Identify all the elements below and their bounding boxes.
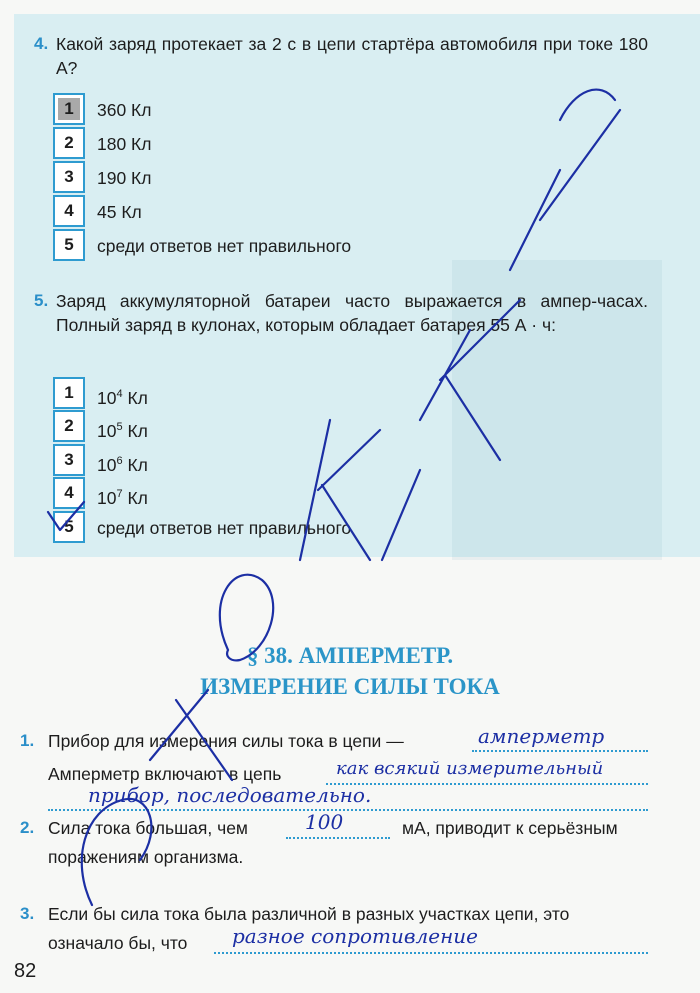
option-box-2[interactable] <box>53 410 85 442</box>
option-number: 2 <box>58 132 80 154</box>
option-box-5[interactable] <box>53 511 85 543</box>
task-text: означало бы, что <box>48 933 188 953</box>
answer-line[interactable] <box>326 783 648 785</box>
handwritten-answer: прибор, последовательно. <box>88 783 372 807</box>
handwritten-answer: амперметр <box>478 724 605 748</box>
option-box-5[interactable] <box>53 229 85 261</box>
question-text: Заряд аккумуляторной батареи часто выражается в ампер-часах. Полный заряд в кулонах, которым обладает батарея 55 А · ч: <box>56 291 648 335</box>
option-number: 4 <box>58 482 80 504</box>
option-box-4[interactable] <box>53 195 85 227</box>
option-box-3[interactable] <box>53 444 85 476</box>
option-text: $10^4$ Кл <box>97 388 148 408</box>
task-text: поражениям организма. <box>48 847 244 867</box>
option-number: 1 <box>58 98 80 120</box>
option-number: 1 <box>58 382 80 404</box>
handwritten-answer: 100 <box>305 810 344 834</box>
option-number: 5 <box>58 234 80 256</box>
option-number: 4 <box>58 200 80 222</box>
option-text: 190 Кл <box>97 168 152 188</box>
option-text: $10^5$ Кл <box>97 421 148 441</box>
option-number: 5 <box>58 516 80 538</box>
option-number: 2 <box>58 415 80 437</box>
option-text: 180 Кл <box>97 134 152 154</box>
option-number: 3 <box>58 449 80 471</box>
handwritten-answer: как всякий измерительный <box>336 758 604 779</box>
question-text: Какой заряд протекает за 2 с в цепи стартёра автомобиля при токе 180 А? <box>56 34 648 78</box>
option-box-3[interactable] <box>53 161 85 193</box>
option-text: среди ответов нет правильного <box>97 236 352 256</box>
question-number: 4. <box>34 34 49 53</box>
task-text: Прибор для измерения силы тока в цепи — <box>48 731 404 751</box>
page-number: 82 <box>14 960 37 982</box>
answer-line[interactable] <box>472 750 648 752</box>
task-text: Амперметр включают в цепь <box>48 764 282 784</box>
option-text: $10^7$ Кл <box>97 488 148 508</box>
option-text: среди ответов нет правильного <box>97 518 352 538</box>
task-text: мА, приводит к серьёзным <box>402 818 618 838</box>
handwritten-answer: разное сопротивление <box>232 924 478 948</box>
question-number: 5. <box>34 291 49 310</box>
section-title-line-1: § 38. АМПЕРМЕТР. <box>246 643 454 668</box>
section-title-line-2: ИЗМЕРЕНИЕ СИЛЫ ТОКА <box>200 674 500 699</box>
option-box-1[interactable] <box>53 93 85 125</box>
option-number: 3 <box>58 166 80 188</box>
option-box-4[interactable] <box>53 477 85 509</box>
task-number: 1. <box>20 731 35 750</box>
answer-line[interactable] <box>214 952 648 954</box>
answer-line[interactable] <box>286 837 390 839</box>
task-text: Если бы сила тока была различной в разных участках цепи, это <box>48 904 570 924</box>
task-text: Сила тока большая, чем <box>48 818 248 838</box>
answer-line[interactable] <box>48 809 648 811</box>
option-text: $10^6$ Кл <box>97 455 148 475</box>
option-text: 360 Кл <box>97 100 152 120</box>
option-box-1[interactable] <box>53 377 85 409</box>
option-box-2[interactable] <box>53 127 85 159</box>
option-text: 45 Кл <box>97 202 142 222</box>
task-number: 2. <box>20 818 35 837</box>
task-number: 3. <box>20 904 35 923</box>
